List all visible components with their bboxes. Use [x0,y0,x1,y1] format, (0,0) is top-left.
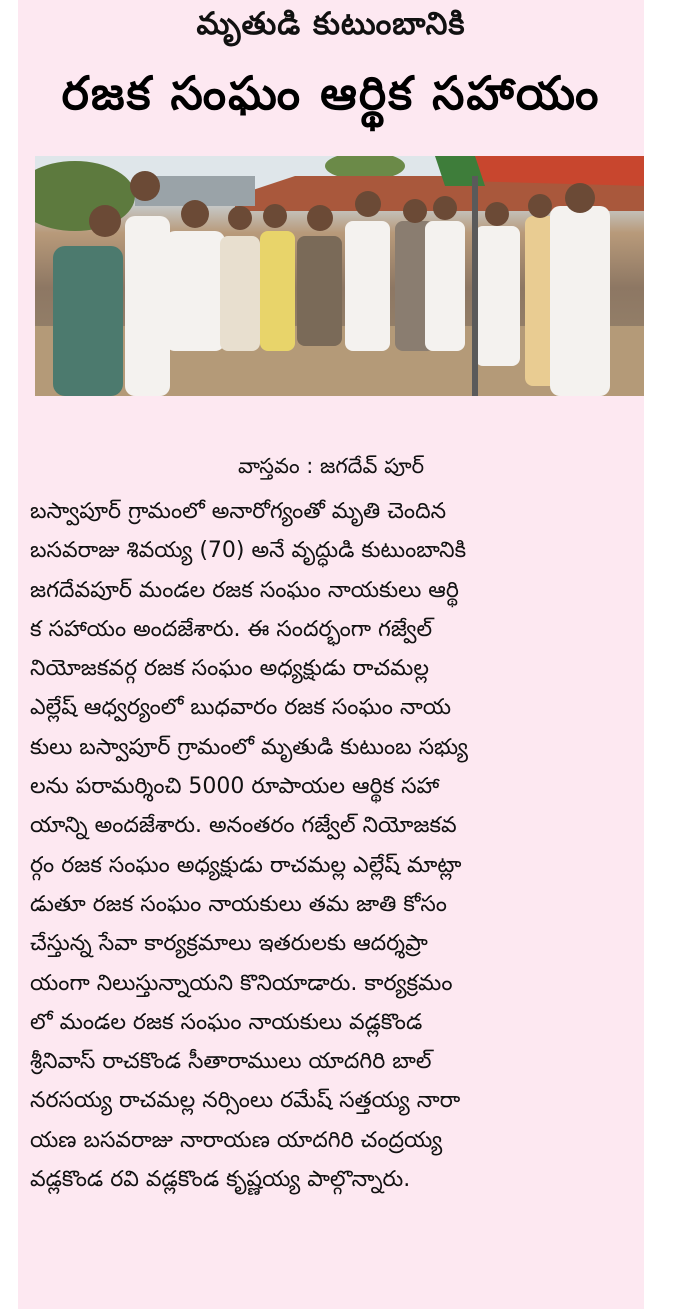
body-line: నరసయ్య రాచమల్ల నర్సింలు రమేష్ సత్తయ్య నారా [30,1088,461,1114]
dateline: వాస్తవం : జగదేవ్ పూర్ [237,454,425,478]
body-line: చేస్తున్న సేవా కార్యక్రమాలు ఇతరులకు ఆదర్శప్రా [30,931,428,957]
body-line: నియోజకవర్గ రజక సంఘం అధ్యక్షుడు రాచమల్ల [30,656,429,682]
group-photo-graphic [35,156,644,396]
body-line: క సహాయం అందజేశారు. ఈ సందర్భంగా గజ్వేల్ [30,616,433,642]
body-line: లో మండల రజక సంఘం నాయకులు వడ్లకొండ [30,1009,423,1035]
article-body [30,492,634,1199]
body-line: యాన్ని అందజేశారు. అనంతరం గజ్వేల్ నియోజకవ [30,813,457,839]
body-line: లను పరామర్శించి 5000 రూపాయల ఆర్థిక సహా [30,774,440,800]
body-line: యణ బసవరాజు నారాయణ యాదగిరి చంద్రయ్య [30,1127,443,1153]
body-line: శ్రీనివాస్ రాచకొండ సీతారాములు యాదగిరి బాల్ [30,1049,432,1075]
body-line: బసవరాజు శివయ్య (70) అనే వృద్ధుడి కుటుంబానికి [30,538,467,564]
body-line: యంగా నిలుస్తున్నాయని కొనియాడారు. కార్యక్రమం [30,970,453,996]
body-line: ఎల్లేష్ ఆధ్వర్యంలో బుధవారం రజక సంఘం నాయ [30,695,452,721]
body-line: డుతూ రజక సంఘం నాయకులు తమ జాతి కోసం [30,891,447,917]
body-line: వడ్లకొండ రవి వడ్లకొండ కృష్ణయ్య పాల్గొన్నారు. [30,1167,411,1193]
body-line: జగదేవపూర్ మండల రజక సంఘం నాయకులు ఆర్థి [30,577,459,603]
body-line: కులు బస్వాపూర్ గ్రామంలో మృతుడి కుటుంబ సభ్యు [30,734,468,760]
group-photo [35,156,644,396]
headline: రజక సంఘం ఆర్థిక సహాయం [61,66,601,120]
subheading: మృతుడి కుటుంబానికి [196,6,466,42]
news-clipping [18,0,644,1309]
body-line: ర్గం రజక సంఘం అధ్యక్షుడు రాచమల్ల ఎల్లేష్ మాట్లా [30,852,462,878]
body-line: బస్వాపూర్ గ్రామంలో అనారోగ్యంతో మృతి చెందిన [30,499,447,524]
